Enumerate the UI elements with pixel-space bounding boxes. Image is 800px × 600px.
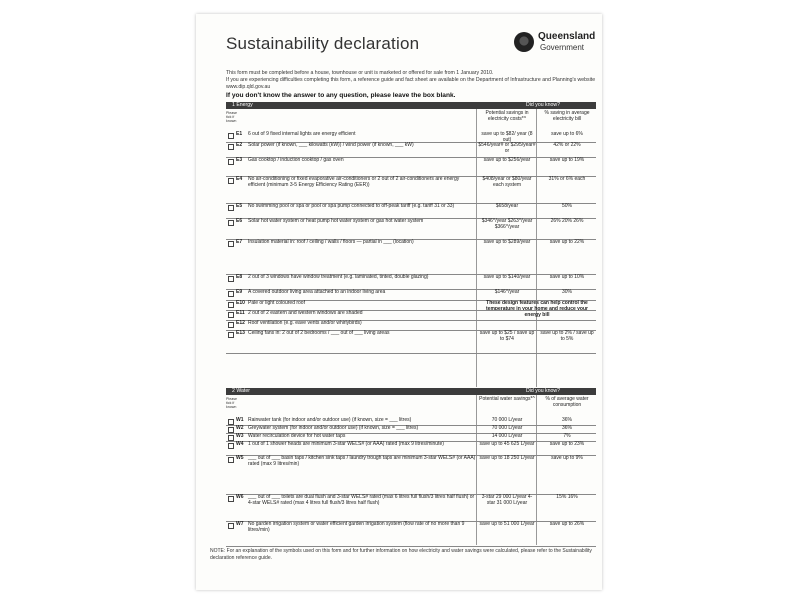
energy-row (226, 204, 596, 218)
declaration-form-page (196, 14, 602, 590)
energy-row-checkbox[interactable] (228, 322, 234, 328)
water-row-checkbox[interactable] (228, 443, 234, 449)
energy-row (226, 321, 596, 330)
energy-row-savings: $408/year or $80/year each system (482, 176, 532, 188)
energy-row (226, 158, 596, 176)
energy-row-percent: 42% or 22% (553, 142, 581, 148)
energy-row-text: Solar power (if known, ___ kilowatts (kW)) / wind power (if known, ___ kW) (248, 142, 414, 148)
energy-row-savings: save up to $82/ year (8 out) (481, 131, 533, 143)
energy-row-savings: save up to $25 / save up to $74 (479, 330, 535, 342)
energy-row-code: E8 (236, 274, 243, 280)
water-row (226, 418, 596, 425)
water-row-code: W1 (236, 417, 244, 423)
energy-savings-header: Potential savings in electricity costs*^ (485, 110, 529, 122)
energy-row-savings: save up to $140/year (483, 274, 531, 280)
energy-row (226, 143, 596, 157)
water-left-header: Please tick if known (226, 397, 237, 409)
instruction-text: If you don't know the answer to any question, please leave the box blank. (226, 92, 456, 99)
energy-row-checkbox[interactable] (228, 302, 234, 308)
energy-row-code: E9 (236, 289, 243, 295)
water-row-code: W5 (236, 455, 244, 461)
water-row-code: W6 (236, 494, 244, 500)
water-row-text: No garden irrigation system or water efficient garden irrigation system (flow rate of no more than 9 litres/min) (248, 521, 465, 533)
water-row-savings: 70 000 L/year (491, 425, 523, 431)
energy-row-checkbox[interactable] (228, 205, 234, 211)
water-row-code: W2 (236, 425, 244, 431)
energy-row-checkbox[interactable] (228, 133, 234, 139)
energy-row-text: 6 out of 9 fixed internal lights are energy efficient (248, 131, 356, 137)
energy-row-checkbox[interactable] (228, 276, 234, 282)
energy-row-text: Ceiling fans in: 2 out of 2 bedrooms / ___ out of ___ living areas (248, 330, 390, 336)
water-row-savings: 70 000 L/year (491, 417, 523, 423)
energy-row-code: E6 (236, 218, 243, 224)
energy-row (226, 132, 596, 142)
energy-row-text: A covered outdoor living area attached to an indoor living area (248, 289, 386, 295)
water-row-code: W7 (236, 521, 244, 527)
water-row-percent: 36% (561, 417, 572, 423)
logo-line-1: Queensland (538, 31, 596, 42)
energy-row-code: E13 (236, 330, 245, 336)
energy-row-code: E2 (236, 142, 243, 148)
energy-row-percent: 50% (561, 203, 572, 209)
water-section-title: 2 Water (232, 388, 250, 394)
water-row-savings: save up to 51 000 L/year (479, 521, 535, 527)
energy-row-code: E7 (236, 239, 243, 245)
water-row-text: ___ out of ___ basin taps / kitchen sink taps / laundry trough taps are minimum 3-star WELS# (or AAA) rated (max 9 litres/min) (248, 455, 476, 467)
water-row-percent: 15% 16% (556, 494, 578, 500)
energy-row-percent: save up to 6% (551, 131, 583, 137)
water-section-bar (226, 388, 596, 395)
energy-row (226, 275, 596, 289)
water-row (226, 495, 596, 521)
water-did-you-know: Did you know? (526, 388, 561, 394)
water-row (226, 522, 596, 546)
energy-row-text: Pale or light coloured roof (248, 300, 305, 306)
water-row-percent: save up to 26% (549, 521, 585, 527)
energy-did-you-know: Did you know? (526, 102, 561, 108)
energy-row-code: E10 (236, 300, 245, 306)
energy-row-savings: $658/year (495, 203, 519, 209)
energy-row-percent: 30% (561, 289, 572, 295)
energy-row-savings: $546/year# or $295/year# or (478, 142, 536, 154)
energy-row-code: E4 (236, 176, 243, 182)
energy-row-percent: 31% or 6% each (548, 176, 586, 182)
water-row-rule (226, 546, 596, 547)
queensland-government-logo (514, 30, 598, 60)
water-row-checkbox[interactable] (228, 457, 234, 463)
water-row-savings: 14 000 L/year (491, 433, 523, 439)
energy-row-rule (226, 353, 596, 354)
energy-row-percent: save up to 19% (549, 157, 585, 163)
energy-row-code: E5 (236, 203, 243, 209)
energy-left-header: Please tick if known (226, 111, 237, 123)
energy-row (226, 219, 596, 239)
energy-row-text: Insulation material in: roof / ceiling / walls / floors — partial in ___ (location) (248, 239, 414, 245)
water-row-percent: 36% (561, 425, 572, 431)
energy-row-text: Solar hot water system or heat pump hot water system or gas hot water system (248, 218, 424, 224)
water-row-text: Water recirculation device for hot water taps (248, 433, 346, 439)
water-row (226, 442, 596, 455)
intro-line-1: This form must be completed before a house, townhouse or unit is marketed or offered for sale from 1 January 2010. (226, 70, 494, 76)
energy-row-checkbox[interactable] (228, 241, 234, 247)
water-row-code: W4 (236, 441, 244, 447)
energy-row-percent: 26% 20% 26% (550, 218, 584, 224)
energy-row-text: No swimming pool or spa or pool or spa pump connected to off-peak tariff (e.g. tariff 31 or 33) (248, 203, 455, 209)
energy-row-percent: save up to 22% (549, 239, 585, 245)
energy-row-checkbox[interactable] (228, 220, 234, 226)
energy-row-code: E12 (236, 320, 245, 326)
water-row-text: 1 out of 1 shower heads are minimum 3-star WELS# (or AAA) rated (max 9 litres/minute) (248, 441, 444, 447)
energy-row (226, 311, 596, 320)
intro-line-2: If you are experiencing difficulties completing this form, a reference guide and fact sheet are available on the Department of Infrastructure and Planning's website www.dip.qld.gov.au (226, 77, 596, 90)
energy-row-checkbox[interactable] (228, 332, 234, 338)
energy-row-checkbox[interactable] (228, 291, 234, 297)
energy-row (226, 290, 596, 300)
energy-row-checkbox[interactable] (228, 312, 234, 318)
water-row-percent: 7% (563, 433, 571, 439)
energy-row-savings: $146^/year (494, 289, 520, 295)
energy-row-code: E3 (236, 157, 243, 163)
energy-row (226, 331, 596, 353)
energy-row-code: E11 (236, 310, 245, 316)
water-row (226, 426, 596, 433)
energy-row-savings: These design features can help control the temperature in your home and reduce your energy bill (486, 300, 588, 318)
water-row-percent: save up to 9% (551, 455, 583, 461)
energy-row-code: E1 (236, 131, 243, 137)
energy-section-bar (226, 102, 596, 109)
water-row-checkbox[interactable] (228, 496, 234, 502)
water-percent-header: % of average water consumption (545, 396, 589, 408)
energy-row (226, 240, 596, 274)
energy-row-percent: save up to 10% (549, 274, 585, 280)
energy-row-text: Roof ventilation (e.g. eave vents and/or whirlybirds) (248, 320, 362, 326)
intro-text (226, 70, 598, 91)
energy-row-text: 2 out of 3 windows have window treatment (e.g. laminated, tinted, double glazing) (248, 274, 429, 280)
water-row (226, 456, 596, 494)
water-row-savings: 3-star 29 000 L/year 4-star 31 000 L/year (481, 494, 533, 506)
energy-row-text: No air-conditioning or fixed evaporative air-conditioners or 2 out of 2 air-conditioners are energy efficient (minimum 3-5 Energy Efficiency Rating (EER)) (248, 176, 460, 188)
energy-row-savings: $346^/year $263^/year $366^/year (481, 218, 533, 230)
logo-line-2: Government (540, 43, 585, 52)
energy-row-text: Gas cooktop / induction cooktop / gas oven (248, 157, 344, 163)
form-title: Sustainability declaration (226, 34, 420, 53)
energy-percent-header: % saving in average electricity bill (544, 110, 590, 122)
water-row-percent: save up to 23% (549, 441, 585, 447)
energy-row-checkbox[interactable] (228, 178, 234, 184)
energy-row-checkbox[interactable] (228, 159, 234, 165)
footnote: NOTE: For an explanation of the symbols used on this form and for further information on how electricity and water savings were calculated, please refer to the Sustainability declaration reference guide. (210, 548, 592, 561)
energy-row-savings: save up to $289/year (483, 239, 531, 245)
energy-row-checkbox[interactable] (228, 144, 234, 150)
water-row (226, 434, 596, 441)
energy-row-percent: save up to 2% / save up to 5% (540, 330, 594, 342)
water-row-text: Rainwater tank (for indoor and/or outdoor use) (if known, size = ___ litres) (248, 417, 412, 423)
water-savings-header: Potential water savings*^ (479, 396, 535, 402)
energy-row-savings: save up to $256/year (483, 157, 531, 163)
crest-icon (514, 32, 534, 52)
energy-row-text: 2 out of 2 eastern and western windows are shaded (248, 310, 363, 316)
water-row-savings: save up to 45 625 L/year (479, 441, 535, 447)
energy-section-title: 1 Energy (232, 102, 253, 108)
water-row-checkbox[interactable] (228, 523, 234, 529)
energy-row (226, 177, 596, 203)
water-row-code: W3 (236, 433, 244, 439)
water-row-text: Greywater system (for indoor and/or outdoor use) (if known, size = ___ litres) (248, 425, 419, 431)
water-row-savings: save up to 18 250 L/year (479, 455, 535, 461)
water-row-text: ___ out of ___ toilets are dual flush and 3-star WELS# rated (max 6 litres full flush/3 litres half flush) or 4-star WELS# rated (max 4 litres full flush/3 litres half flush) (248, 494, 475, 506)
